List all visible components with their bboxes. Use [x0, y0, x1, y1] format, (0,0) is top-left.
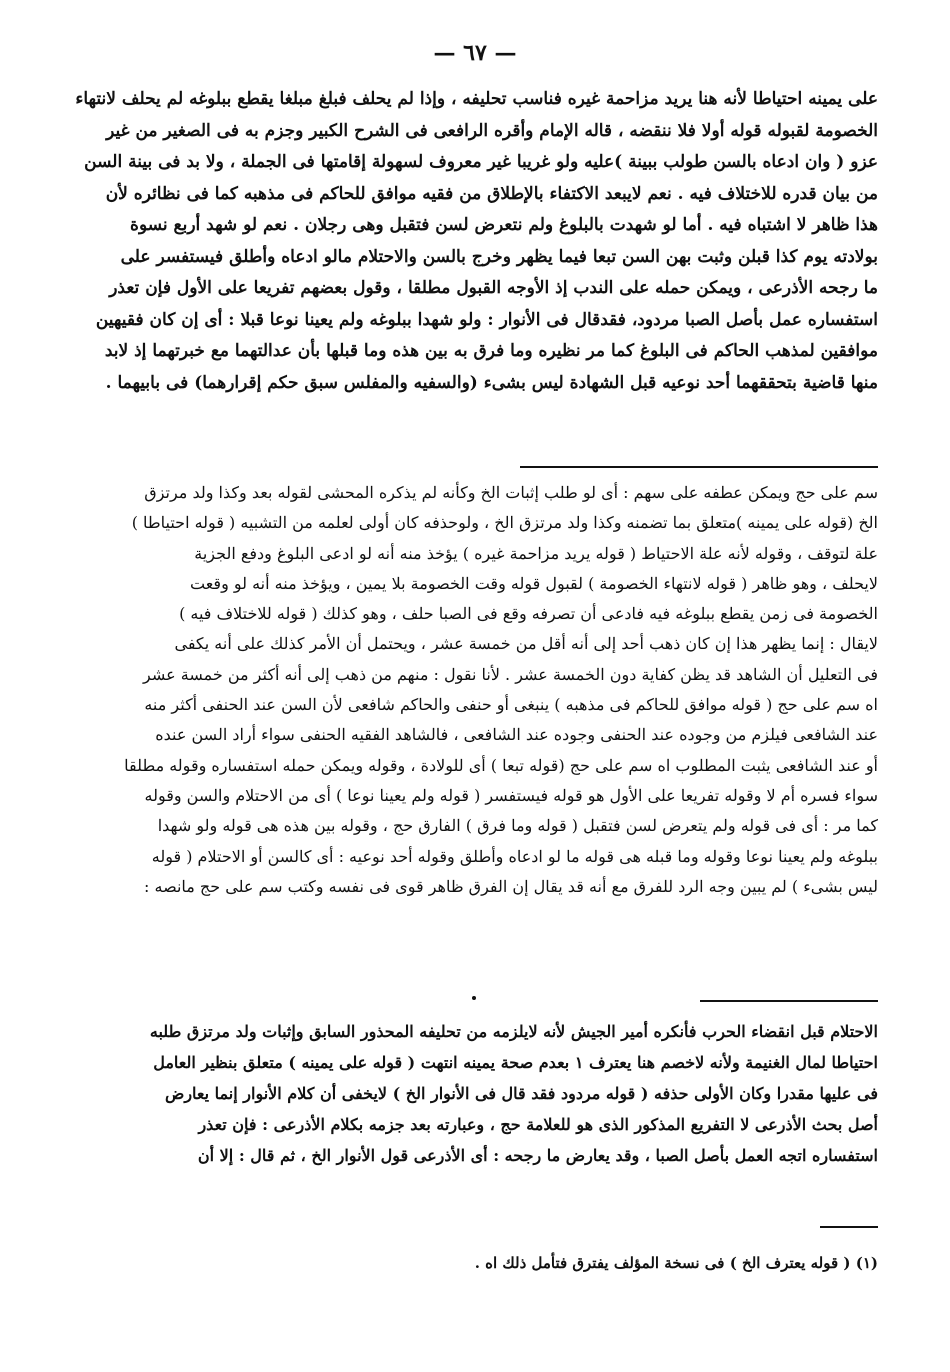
- main-text-line: بولادته يوم كذا قبلن وثبت بهن السن تبعا فيما يظهر وخرج بالسن والاحتلام مالو ادعاه وأطلق فيستفسر على: [120, 246, 878, 267]
- footnote-divider: [820, 1226, 878, 1228]
- main-text-line: هذا ظاهر لا اشتباه فيه . أما لو شهدت بالبلوغ ولم نتعرض لسن فتقبل وهى رجلان . نعم لو شهد أربع نسوة: [130, 215, 878, 235]
- commentary-line: لايحلف ، وهو ظاهر ( قوله لانتهاء الخصومة ) لقبول قوله وقت الخصومة بلا يمين ، ويؤخذ منه أنه لو وقعت: [189, 573, 878, 593]
- commentary-continuation: [68, 1016, 878, 1171]
- footnote: (١) ( قوله يعترف الخ ) فى نسخة المؤلف يفترق فتأمل ذلك اه .: [474, 1254, 878, 1272]
- commentary-line: كما مر : أى فى قوله ولم يتعرض لسن فتقبل ( قوله وما فرق ) الفارق حج ، وقوله بين هذه هى قوله ولو شهدا: [157, 816, 878, 836]
- commentary-line: فى عليها مقدرا وكان الأولى حذفه ( قوله مردود فقد قال فى الأنوار الخ ) لايخفى أن كلام الأنوار إنما يعارض: [164, 1084, 878, 1103]
- page-number: — ٦٧ —: [433, 40, 517, 66]
- commentary-text: [68, 478, 878, 902]
- main-text-line: استفساره عمل بأصل الصبا مردود، فقدقال فى الأنوار : ولو شهدا ببلوغه ولم يعينا نوعا قبلا : أى إن كان فقيهين: [95, 309, 878, 330]
- section-divider: [700, 1000, 878, 1002]
- main-text-line: من بيان قدره للاختلاف فيه . نعم لايبعد الاكتفاء بالإطلاق من فقيه موافق للحاكم فى مذهبه كما فى نظائره لأن: [105, 183, 878, 204]
- main-text-line: عزو ( وان ادعاه بالسن طولب ببينة )عليه ولو غريبا غير معروف لسهولة إقامتها فى الجملة ، ولا بد فى بينة السن: [84, 152, 878, 172]
- commentary-line: علة لتوقف ، وقوله لأنه علة الاحتياط ( قوله يريد مزاحمة غيره ) يؤخذ منه أنه لو ادعى البلوغ ودفع الجزية: [194, 543, 878, 563]
- commentary-line: الاحتلام قبل انقضاء الحرب فأنكره أمير الجيش لأنه لايلزمه من تحليفه المحذور السابق وإثبات ولد مرتزق طلبه: [149, 1022, 878, 1041]
- commentary-line: فى التعليل أن الشاهد قد يظن كفاية دون الخمسة عشر . لأنا نقول : منهم من ذهب إلى أنه أكثر من خمسة عشر: [143, 664, 878, 684]
- commentary-line: أو عند الشافعى يثبت المطلوب اه سم على حج (قوله تبعا ) أى للولادة ، وقوله ويمكن حمله استفساره وقوله مطلقا: [124, 755, 878, 775]
- main-text-line: على يمينه احتياطا لأنه هنا يريد مزاحمة غيره فناسب تحليفه ، وإذا لم يحلف فبلغ مبلغا يقطع ببلوغه لم يحلف لانتهاء: [75, 89, 878, 109]
- main-text-line: موافقين لمذهب الحاكم فى البلوغ كما مر نظيره وما فرق به بين هذه وما قبلها بأن عدالتهما مع خبرتهما إذ لابد: [104, 341, 878, 361]
- commentary-line: احتياطا لمال الغنيمة ولأنه لاخصم هنا يعترف ١ بعدم صحة يمينه انتهت ( قوله على يمينه ) متعلق بنظير العامل: [153, 1053, 878, 1072]
- commentary-line: الخ (قوله على يمينه )متعلق بما تضمنه وكذا ولد مرتزق الخ ، ولوحذفه كان أولى لعلمه من التشبيه ( قوله احتياطا ): [131, 513, 878, 533]
- commentary-line: استفساره اتجه العمل بأصل الصبا ، وقد يعارض ما رجحه : أى الأذرعى قول الأنوار الخ ، ثم قال : إلا أن: [197, 1146, 878, 1165]
- main-text: [68, 84, 878, 399]
- commentary-line: سم على حج ويمكن عطفه على سهم : أى لو طلب إثبات الخ وكأنه لم يذكره المحشى لقوله بعد وكذا ولد مرتزق: [144, 483, 878, 502]
- commentary-line: ببلوغه ولم يعينا نوعا وقوله وما قبله هى قوله ما لو ادعاه وأطلق وقوله أحد نوعيه : أى كالسن أو الاحتلام ( قوله: [151, 846, 878, 866]
- commentary-line: عند الشافعى فيلزم من وجوده عند الحنفى وجوده عند الشافعى ، فالشاهد الفقيه الحنفى سواء أراد السن عنده: [155, 725, 878, 745]
- commentary-line: اه سم على حج ( قوله موافق للحاكم فى مذهبه ) ينبغى أو حنفى والحاكم شافعى لأن السن عند الحنفى أكثر منه: [144, 695, 878, 715]
- separator-dot: [472, 996, 476, 1000]
- main-text-line: الخصومة لقبوله قوله أولا فلا ننقضه ، قاله الإمام وأقره الرافعى فى الشرح الكبير وجزم به فى الصغير من غير: [106, 120, 878, 141]
- main-text-line: منها قاضية بتحققهما أحد نوعيه قبل الشهادة ليس بشىء (والسفيه والمفلس سبق حكم إقرارهما) فى بابيهما .: [105, 372, 878, 393]
- commentary-line: ليس بشىء ) لم يبين وجه الرد للفرق مع أنه قد يقال إن الفرق ظاهر قوى فى نفسه وكتب سم على حج مانصه :: [144, 876, 878, 896]
- commentary-line: سواء فسره أم لا وقوله تفريعا على الأول هو قوله فيستفسر ( قوله ولم يعينا نوعا ) أى من الاحتلام والسن وقوله: [144, 785, 878, 805]
- main-text-line: ما رجحه الأذرعى ، ويمكن حمله على الندب إذ الأوجه القبول مطلقا ، وقول بعضهم تفريعا على الأول فإن تعذر: [109, 278, 878, 298]
- commentary-line: أصل بحث الأذرعى لا التفريع المذكور الذى هو للعلامة حج ، وعبارته بعد جزمه بكلام الأذرعى : فإن تعذر: [198, 1115, 878, 1134]
- section-divider: [520, 466, 878, 468]
- commentary-line: لايقال : إنما يظهر هذا إن كان ذهب أحد إلى أنه أقل من خمسة عشر ، ويحتمل أن الأمر كذلك على أنه يكفى: [174, 634, 878, 654]
- commentary-line: الخصومة فى زمن يقطع ببلوغه فيه فادعى أن تصرفه وقع فى الصبا حلف ، وهو كذلك ( قوله للاختلاف فيه ): [179, 604, 878, 624]
